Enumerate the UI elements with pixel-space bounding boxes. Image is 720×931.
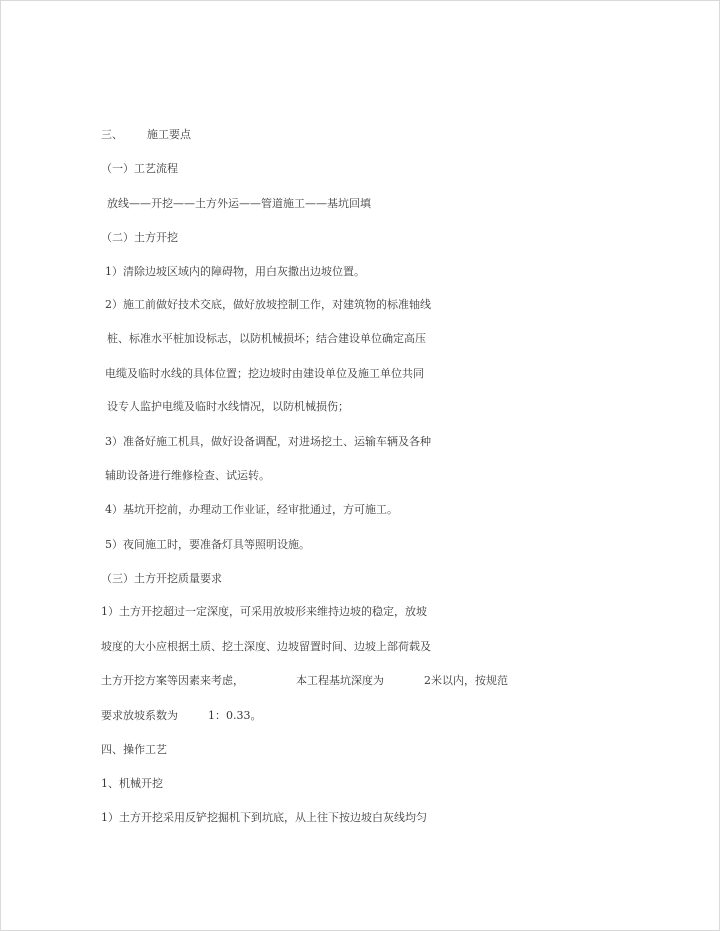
section-4-line-1: 1）土方开挖采用反铲挖掘机下到坑底，从上往下按边坡白灰线均匀 [101,811,427,824]
excavation-item-3-line-1: 3）准备好施工机具，做好设备调配，对进场挖土、运输车辆及各种 [105,435,431,448]
process-heading: （一）工艺流程 [101,162,178,175]
excavation-heading: （二）土方开挖 [101,231,178,244]
quality-line-4-part-1: 要求放坡系数为 [101,709,178,722]
quality-line-3-part-3: 2米以内，按规范 [424,674,508,687]
process-flow: 放线——开挖——土方外运——管道施工——基坑回填 [107,197,371,210]
excavation-item-5: 5）夜间施工时，要准备灯具等照明设施。 [105,538,310,551]
quality-line-3-part-1: 土方开挖方案等因素来考虑， [101,674,244,687]
excavation-item-2-line-1: 2）施工前做好技术交底，做好放坡控制工作，对建筑物的标准轴线 [105,298,431,311]
quality-line-3 [101,674,508,688]
quality-heading: （三）土方开挖质量要求 [101,572,222,585]
quality-line-1: 1）土方开挖超过一定深度，可采用放坡形来维持边坡的稳定，放坡 [101,605,427,618]
section-3-title: 施工要点 [147,128,191,141]
section-3-heading [101,128,191,142]
section-4-heading: 四、操作工艺 [101,743,167,756]
excavation-item-2-line-4: 设专人监护电缆及临时水线情况，以防机械损伤； [107,400,349,413]
excavation-item-2-line-3: 电缆及临时水线的具体位置；挖边坡时由建设单位及施工单位共同 [105,367,424,380]
section-3-number: 三、 [101,128,123,141]
excavation-item-2-line-2: 桩、标准水平桩加设标志，以防机械损坏；结合建设单位确定高压 [107,332,426,345]
excavation-item-3-line-2: 辅助设备进行维修检查、试运转。 [105,469,270,482]
section-4-subheading: 1、机械开挖 [101,777,163,790]
quality-line-2: 坡度的大小应根据土质、挖土深度、边坡留置时间、边坡上部荷载及 [101,640,431,653]
excavation-item-1: 1）清除边坡区域内的障碍物，用白灰撒出边坡位置。 [105,265,365,278]
quality-line-4-part-2: 1：0.33。 [208,709,262,722]
quality-line-4 [101,709,262,723]
excavation-item-4: 4）基坑开挖前，办理动工作业证，经审批通过，方可施工。 [105,503,398,516]
quality-line-3-part-2: 本工程基坑深度为 [296,674,384,687]
